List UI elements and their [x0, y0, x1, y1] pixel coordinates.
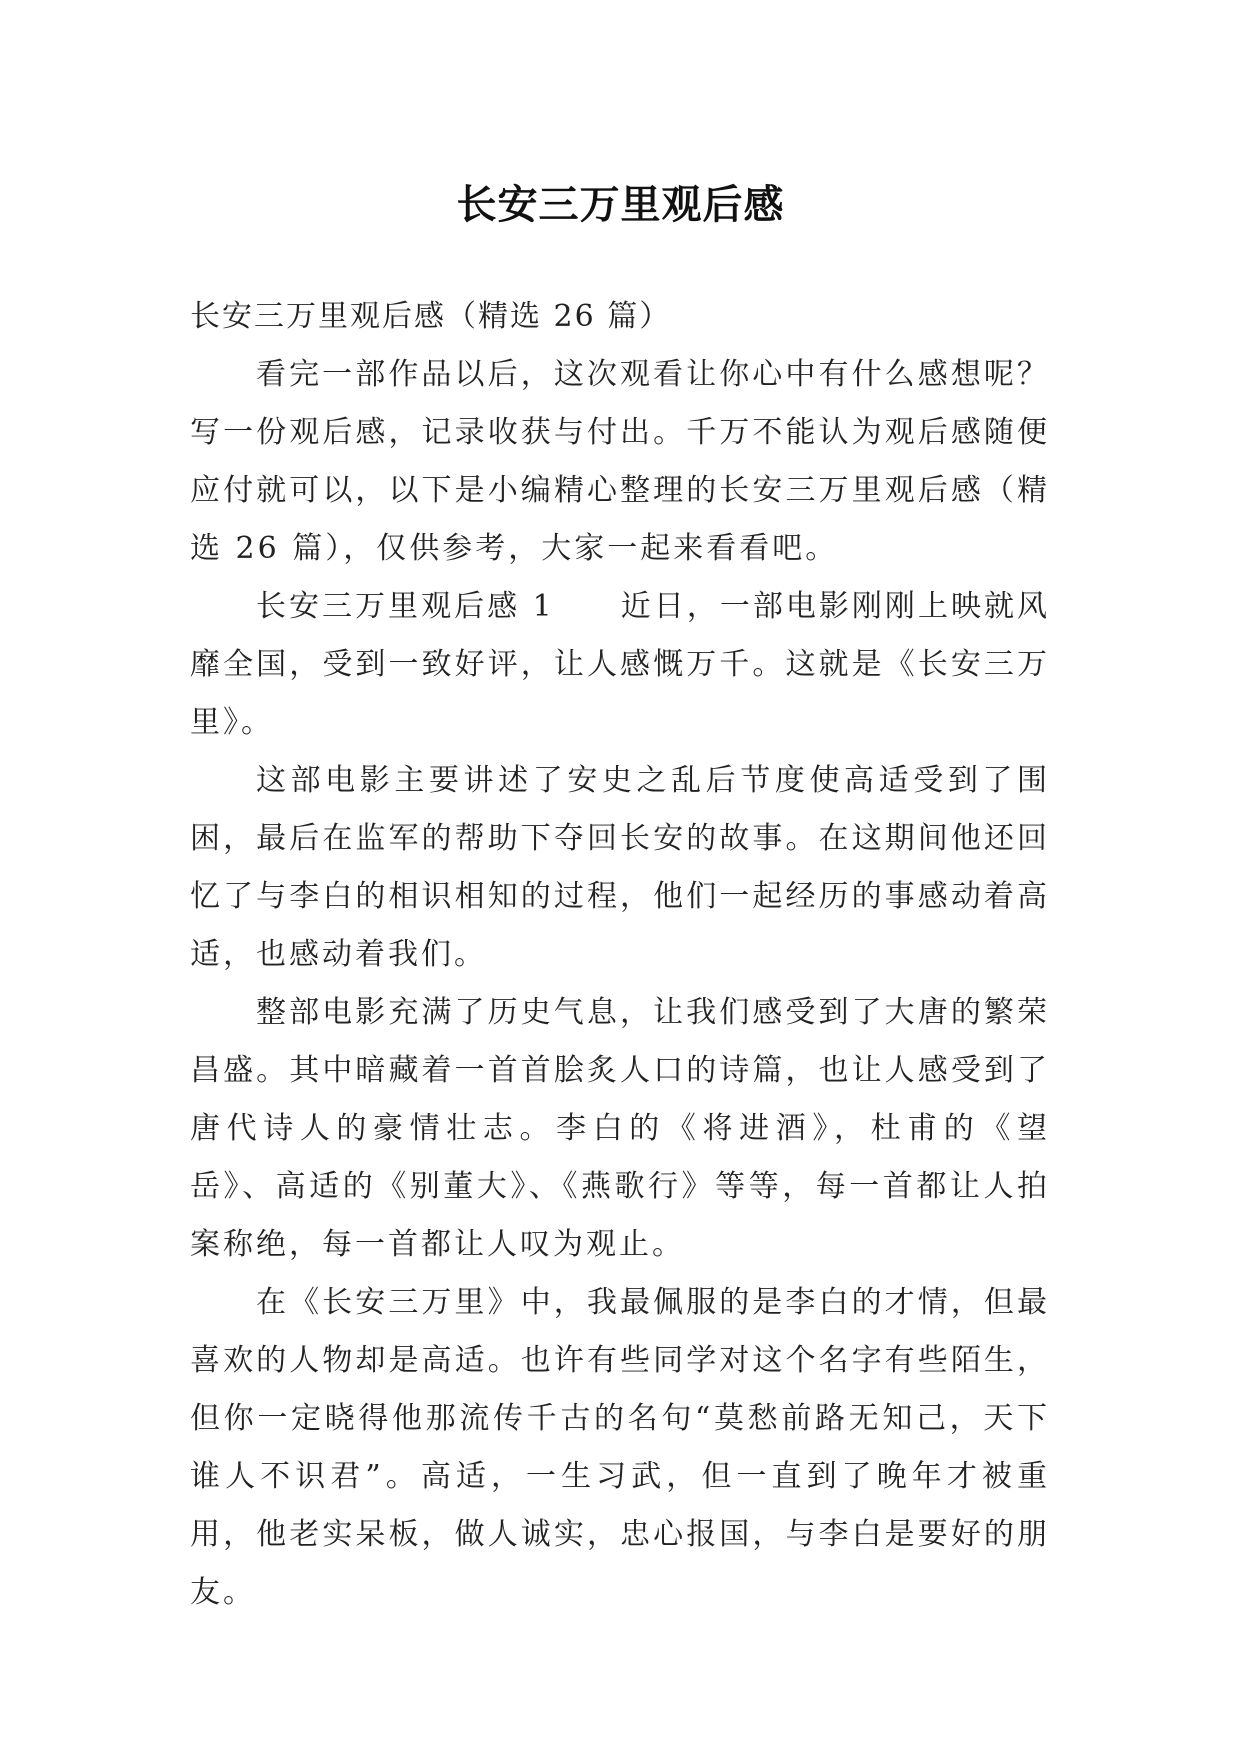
document-title: 长安三万里观后感 [456, 181, 785, 228]
paragraph-essay-1-opening: 长安三万里观后感 1 近日，一部电影刚刚上映就风靡全国，受到一致好评，让人感慨万千。这就是《长安三万里》。 [190, 589, 1050, 740]
paragraph-plot-summary: 这部电影主要讲述了安史之乱后节度使高适受到了围困，最后在监军的帮助下夺回长安的故事。在这期间他还回忆了与李白的相识相知的过程，他们一起经历的事感动着高适，也感动着我们。 [190, 763, 1050, 972]
paragraph-gao-shi: 在《长安三万里》中，我最佩服的是李白的才情，但最喜欢的人物却是高适。也许有些同学对这个名字有些陌生，但你一定晓得他那流传千古的名句“莫愁前路无知己，天下谁人不识君”。高适，一生习武，但一直到了晚年才被重用，他老实呆板，做人诚实，忠心报国，与李白是要好的朋友。 [190, 1285, 1050, 1610]
document-subtitle: 长安三万里观后感（精选 26 篇） [190, 299, 672, 334]
document-body [190, 288, 1050, 1622]
paragraph-intro: 看完一部作品以后，这次观看让你心中有什么感想呢？写一份观后感，记录收获与付出。千万不能认为观后感随便应付就可以，以下是小编精心整理的长安三万里观后感（精选 26 篇），仅供参考，大家一起来看看吧。 [190, 357, 1050, 566]
paragraph-poetry: 整部电影充满了历史气息，让我们感受到了大唐的繁荣昌盛。其中暗藏着一首首脍炙人口的诗篇，也让人感受到了唐代诗人的豪情壮志。李白的《将进酒》，杜甫的《望岳》、高适的《别董大》、《燕歌行》等等，每一首都让人拍案称绝，每一首都让人叹为观止。 [190, 995, 1050, 1262]
